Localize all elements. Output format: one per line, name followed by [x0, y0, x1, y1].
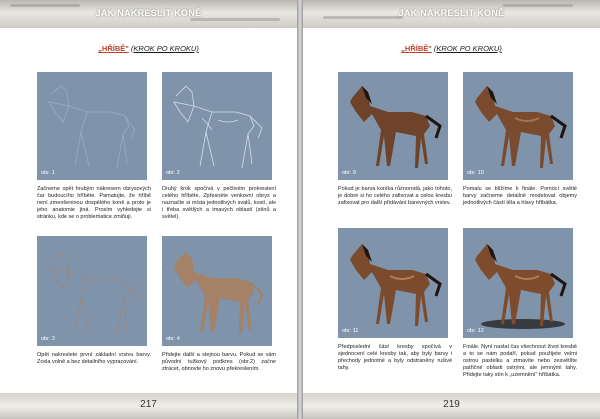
horse-painting	[338, 228, 448, 338]
subtitle-accent: „HŘÍBĚ"	[401, 44, 432, 53]
page-subtitle	[303, 44, 600, 53]
horse-sketch-drawing	[162, 72, 272, 180]
figure-caption: Pomalu se blížíme k finále. Pomocí světlé barvy začneme detailně modelovat objemy jednotlivých částí těla a hlavy hříbátka.	[463, 186, 577, 206]
figure-label: obr. 4	[166, 336, 180, 342]
figure-10	[463, 72, 573, 180]
running-title: JAK NAKRESLIT KONĚ	[398, 8, 505, 18]
figure-4	[162, 236, 272, 346]
left-page	[0, 0, 297, 419]
page-number: 219	[443, 399, 460, 410]
figure-label: obr. 3	[41, 336, 55, 342]
figure-12	[463, 228, 573, 338]
figure-caption: Začneme opět hrubým nákresem obrysových čar budoucího hříběte. Pamatujte, že hříbě není zmenšeninou dospělého koně a proto je jeho anatomie jiná. Prosím vyhledejte si stránku, kde se o problematice zmiňuji.	[37, 186, 151, 220]
figure-11	[338, 228, 448, 338]
horse-painting	[463, 72, 573, 180]
figure-caption: Předposlední část kresby spočívá v sjednocení celé kresby tak, aby byly barvy i přechody jednotné a byly odstraněny rušivé tahy.	[338, 344, 452, 371]
horse-first-layer-drawing	[37, 236, 147, 346]
figure-1	[37, 72, 147, 180]
horse-outline-drawing	[37, 72, 147, 180]
page-footer	[303, 393, 600, 419]
figure-label: obr. 9	[342, 170, 356, 176]
figure-caption: Druhý krok spočívá v pečlivém prokreslení celého hříběte. Zpřesněte venkovní obrys a naznačte si místa jednotlivých svalů, kostí, ale i třeba světlých a tmavých oblastí (stínů a světel).	[162, 186, 276, 220]
figure-caption: Přidejte další a stejnou barvu. Pokud se vám původní tužkový podkres (obr.2) začne ztrácet, obnovte ho znovu překreslením.	[162, 352, 276, 372]
page-subtitle	[0, 44, 297, 53]
figure-label: obr. 2	[166, 170, 180, 176]
running-title: JAK NAKRESLIT KONĚ	[95, 8, 202, 18]
figure-caption: Pokud je barva koníka různorodá, jako tohoto, je dobré si ho celého zafixovat a celou kresbu zafixovat pro další přidávání barevných vrstev.	[338, 186, 452, 206]
figure-2	[162, 72, 272, 180]
page-banner	[0, 0, 297, 28]
figure-caption: Finále. Nyní nastal čas všechnout život kresbě a to se nám podaří, pokud použijete velmi ostrou pastelku a ztmavíte nebo zesvětlíte patřičné oblasti ostrými, ale jemnými tahy. Přidejte taky stín k „uzemnění" hříbátka.	[463, 344, 577, 378]
figure-label: obr. 1	[41, 170, 55, 176]
figure-label: obr. 10	[467, 170, 484, 176]
horse-second-layer-drawing	[162, 236, 272, 346]
figure-3	[37, 236, 147, 346]
figure-label: obr. 12	[467, 328, 484, 334]
page-banner	[303, 0, 600, 28]
page-footer	[0, 393, 297, 419]
horse-painting	[338, 72, 448, 180]
subtitle-rest: (KROK PO KROKU)	[433, 44, 502, 53]
figure-caption: Opět nakreslete první základní vrstvu barvy. Zcela volně a bez detailního vypracování.	[37, 352, 151, 365]
figure-label: obr. 11	[342, 328, 359, 334]
subtitle-rest: (KROK PO KROKU)	[130, 44, 199, 53]
right-page	[303, 0, 600, 419]
figure-9	[338, 72, 448, 180]
subtitle-accent: „HŘÍBĚ"	[98, 44, 129, 53]
horse-painting	[463, 228, 573, 338]
page-number: 217	[140, 399, 157, 410]
